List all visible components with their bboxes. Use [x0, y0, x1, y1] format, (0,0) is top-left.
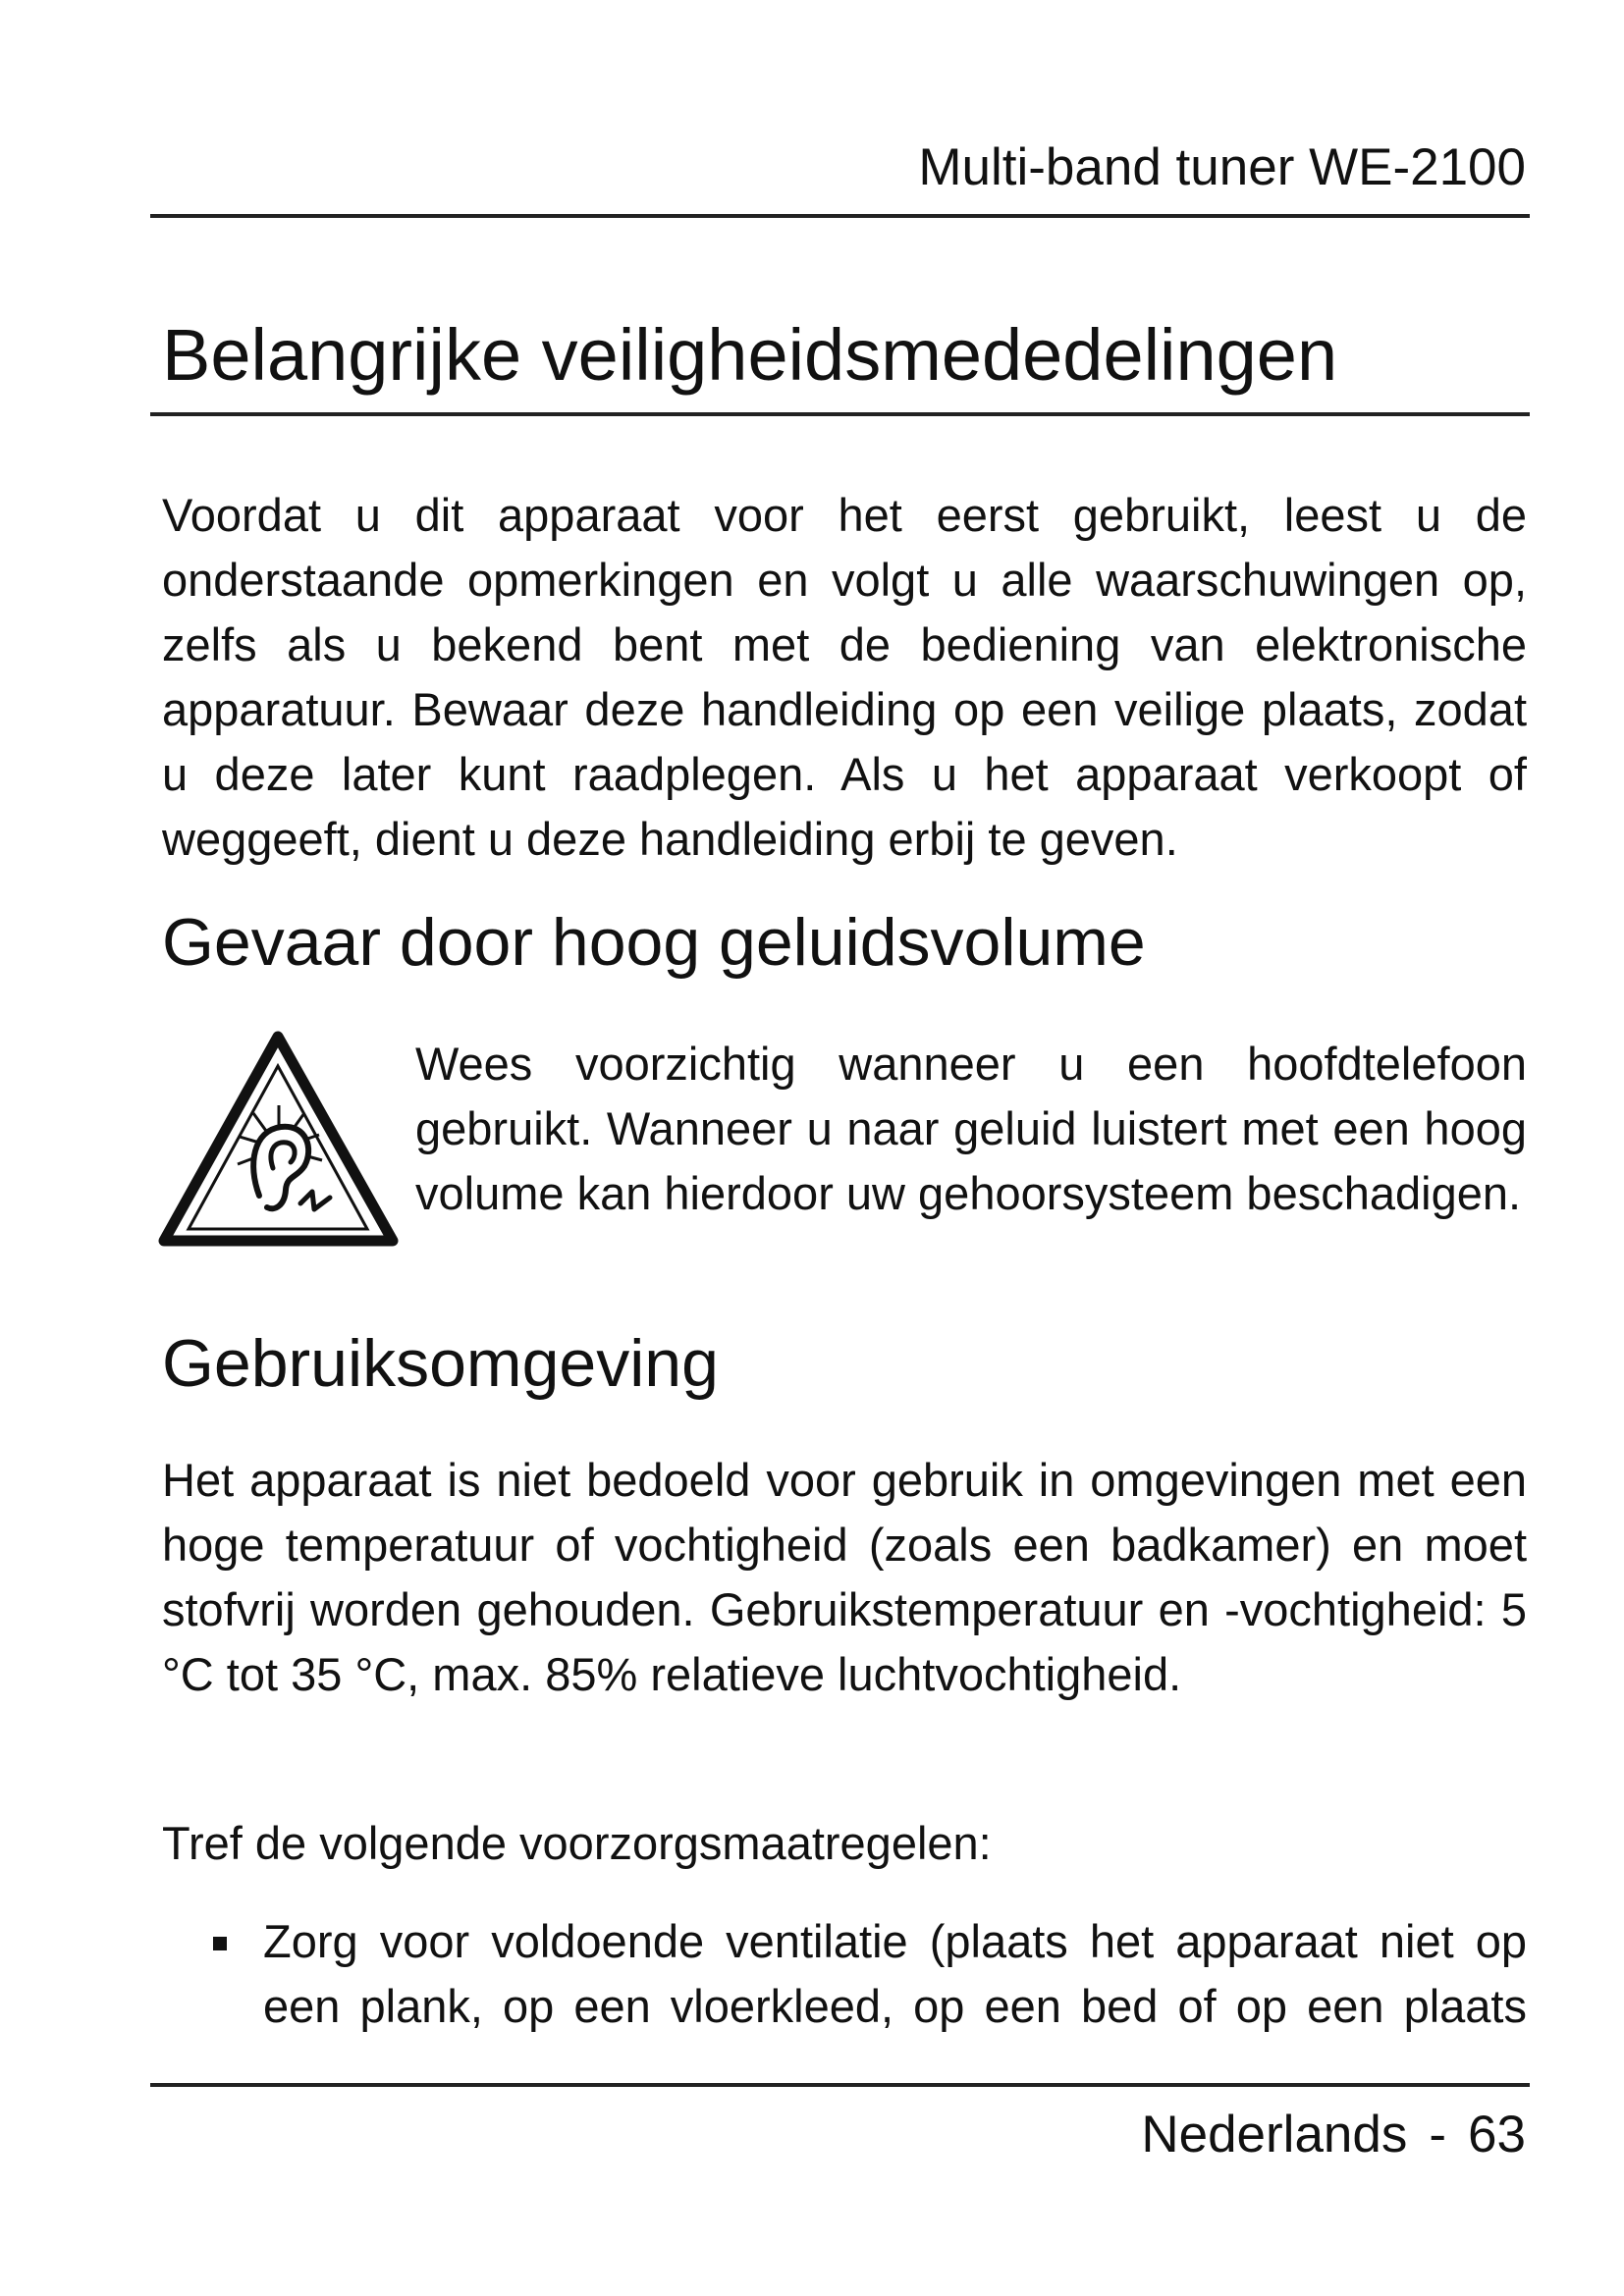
volume-warning-paragraph: Wees voorzichtig wanneer u een hoofdtelefoon gebruikt. Wanneer u naar geluid luistert met een hoog volume kan hierdoor uw gehoorsysteem beschadigen.: [415, 1038, 1527, 1219]
title-rule: [150, 412, 1530, 416]
environment-paragraph: Het apparaat is niet bedoeld voor gebruik in omgevingen met een hoge temperatuur of vochtigheid (zoals een badkamer) en moet stofvrij worden gehouden. Gebruikstemperatuur en -vochtigheid: 5 °C tot 35 °C, max. 85% relatieve luchtvochtigheid.: [162, 1454, 1527, 1700]
section-title-volume: Gevaar door hoog geluidsvolume: [162, 905, 1146, 980]
page-number: 63: [1468, 2106, 1526, 2163]
page-footer: [1141, 2103, 1526, 2167]
intro-paragraph: Voordat u dit apparaat voor het eerst gebruikt, leest u de onderstaande opmerkingen en volgt u alle waarschuwingen op, zelfs als u bekend bent met de bediening van elektronische apparatuur. Bewaar deze handleiding op een veilige plaats, zodat u deze later kunt raadplegen. Als u het apparaat verkoopt of weggeeft, dient u deze handleiding erbij te geven.: [162, 489, 1527, 865]
footer-separator: -: [1429, 2106, 1447, 2163]
section-title-environment: Gebruiksomgeving: [162, 1326, 719, 1401]
precaution-intro: Tref de volgende voorzorgsmaatregelen:: [162, 1817, 992, 1869]
header-rule: [150, 214, 1530, 218]
precaution-list: [162, 1909, 1527, 2039]
document-title: Multi-band tuner WE-2100: [918, 138, 1526, 196]
list-item-text: Zorg voor voldoende ventilatie (plaats het apparaat niet op een plank, op een vloerkleed, op een bed of op een plaats: [263, 1915, 1527, 2032]
page-title: Belangrijke veiligheidsmededelingen: [162, 314, 1338, 396]
footer-rule: [150, 2083, 1530, 2087]
footer-language: Nederlands: [1141, 2106, 1408, 2163]
bullet-icon: [213, 1937, 227, 1950]
hearing-warning-icon: [157, 1029, 400, 1251]
list-item: [162, 1909, 1527, 2039]
